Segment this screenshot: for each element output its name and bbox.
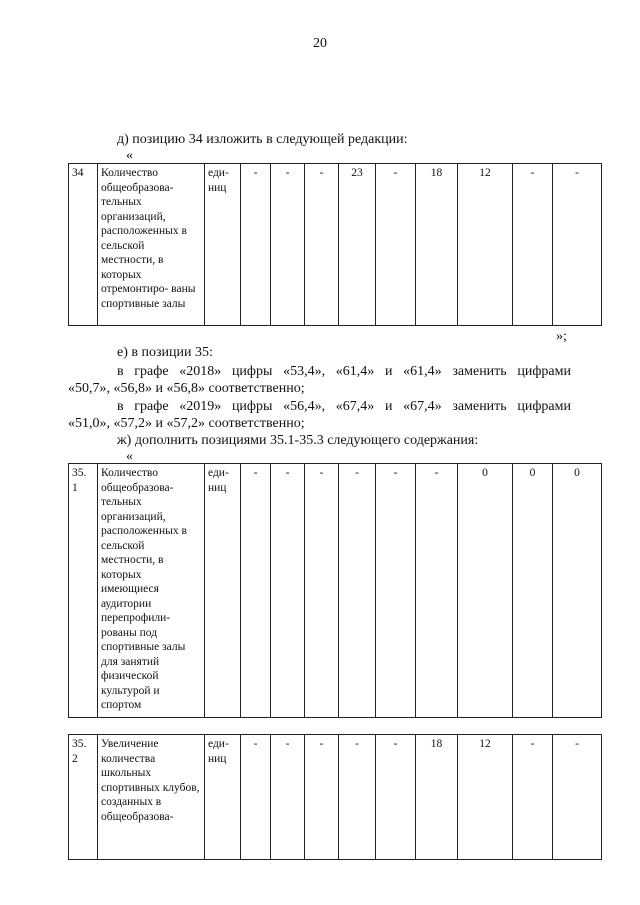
value-cell: - xyxy=(241,164,271,326)
value-cell: - xyxy=(305,735,339,860)
value-cell: - xyxy=(305,164,339,326)
table-position-35-2 xyxy=(68,734,602,860)
row-unit: еди- ниц xyxy=(205,735,241,860)
para2-line1: в графе «2019» цифры «56,4», «67,4» и «67,4» заменить цифрами xyxy=(117,399,571,414)
value-cell: - xyxy=(376,735,416,860)
para2-line2: «51,0», «57,2» и «57,2» соответственно; xyxy=(68,416,305,431)
value-cell: 12 xyxy=(458,735,513,860)
row-number: 35. 2 xyxy=(69,735,98,860)
value-cell: - xyxy=(376,164,416,326)
open-quote-2: « xyxy=(126,449,133,464)
value-cell: - xyxy=(271,164,305,326)
value-cell: - xyxy=(241,464,271,718)
row-description: Увеличение количества школьных спортивных клубов, созданных в общеобразова- xyxy=(98,735,205,860)
item-e-text: е) в позиции 35: xyxy=(117,345,213,360)
value-cell: - xyxy=(339,735,376,860)
row-unit: еди- ниц xyxy=(205,164,241,326)
value-cell: - xyxy=(513,735,553,860)
value-cell: - xyxy=(416,464,458,718)
table-position-34 xyxy=(68,163,602,326)
para1-line1: в графе «2018» цифры «53,4», «61,4» и «61,4» заменить цифрами xyxy=(117,364,571,379)
open-quote-1: « xyxy=(126,148,133,163)
value-cell: - xyxy=(553,164,602,326)
value-cell: - xyxy=(339,464,376,718)
value-cell: 18 xyxy=(416,164,458,326)
value-cell: 23 xyxy=(339,164,376,326)
value-cell: 18 xyxy=(416,735,458,860)
value-cell: 0 xyxy=(458,464,513,718)
value-cell: - xyxy=(513,164,553,326)
value-cell: 0 xyxy=(513,464,553,718)
row-description: Количество общеобразова- тельных организаций, расположенных в сельской местности, в которых имеющиеся аудитории перепрофили- рованы под спортивные залы для занятий физической культурой и спортом xyxy=(98,464,205,718)
table-row xyxy=(69,164,602,326)
value-cell: 0 xyxy=(553,464,602,718)
item-zh-text: ж) дополнить позициями 35.1-35.3 следующего содержания: xyxy=(117,433,479,448)
value-cell: 12 xyxy=(458,164,513,326)
row-description: Количество общеобразова- тельных организаций, расположенных в сельской местности, в которых отремонтиро- ваны спортивные залы xyxy=(98,164,205,326)
close-quote: »; xyxy=(556,329,567,344)
value-cell: - xyxy=(271,464,305,718)
value-cell: - xyxy=(271,735,305,860)
page-number: 20 xyxy=(313,36,327,51)
value-cell: - xyxy=(305,464,339,718)
item-d-text: д) позицию 34 изложить в следующей редакции: xyxy=(117,132,408,147)
table-position-35-1 xyxy=(68,463,602,718)
value-cell: - xyxy=(241,735,271,860)
row-unit: еди- ниц xyxy=(205,464,241,718)
value-cell: - xyxy=(376,464,416,718)
table-row xyxy=(69,464,602,718)
para1-line2: «50,7», «56,8» и «56,8» соответственно; xyxy=(68,381,305,396)
row-number: 34 xyxy=(69,164,98,326)
value-cell: - xyxy=(553,735,602,860)
row-number: 35. 1 xyxy=(69,464,98,718)
table-row xyxy=(69,735,602,860)
